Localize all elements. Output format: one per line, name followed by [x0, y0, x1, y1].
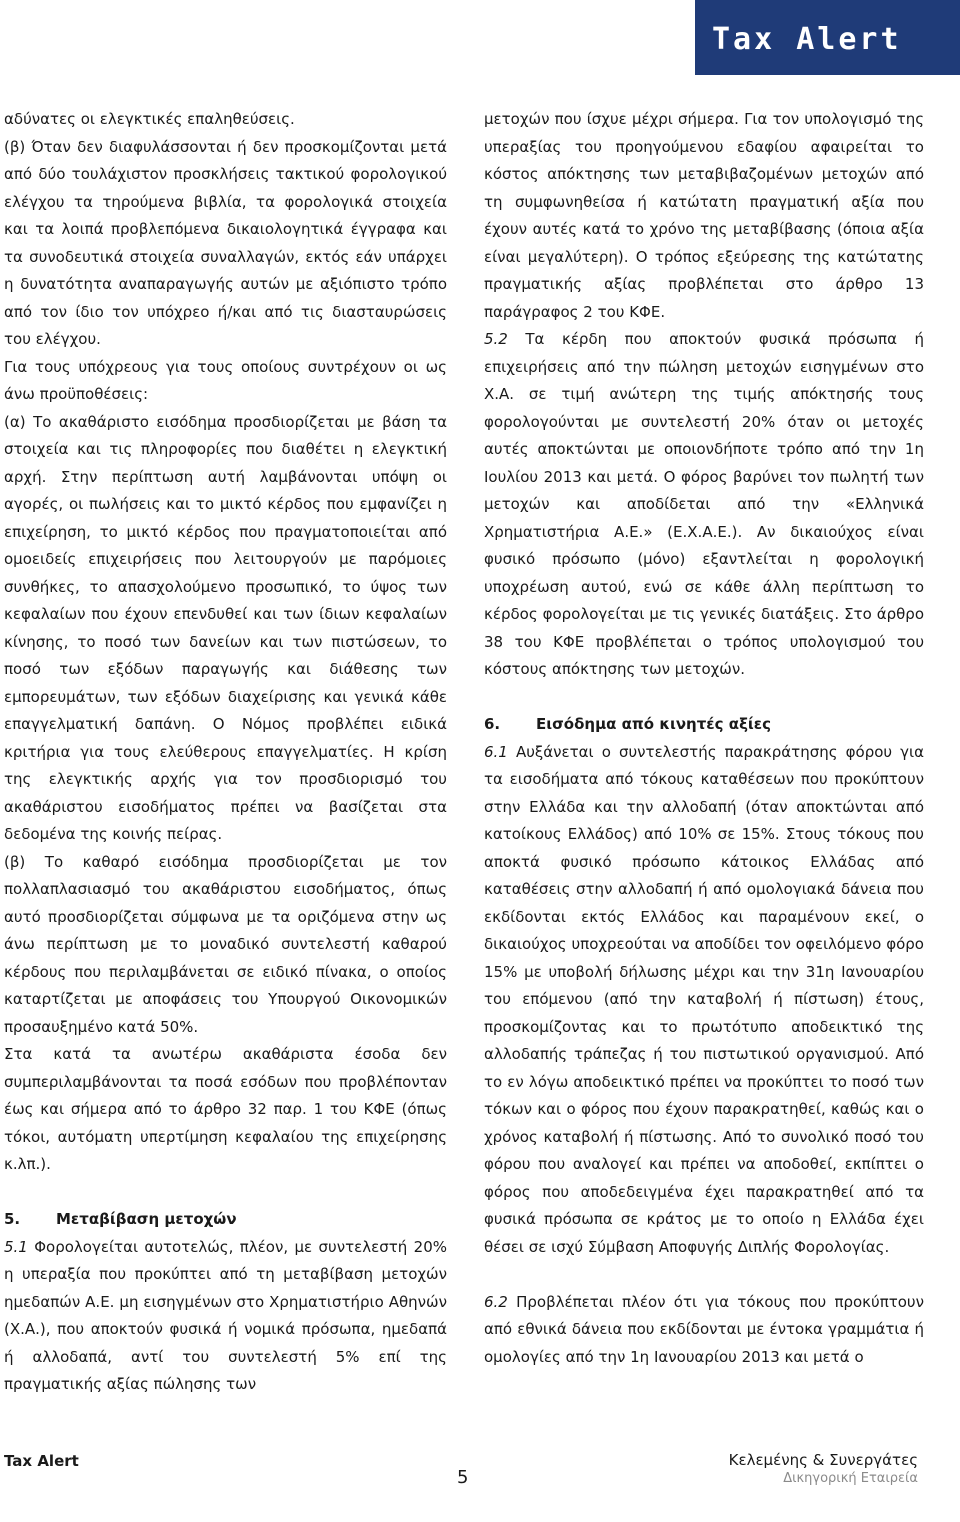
subsection-number: 5.1 [4, 1237, 28, 1256]
paragraph [4, 1234, 447, 1399]
paragraph: Για τους υπόχρεους για τους οποίους συντρέχουν οι ως άνω προϋποθέσεις: [4, 357, 447, 403]
paragraph: μετοχών που ίσχυε μέχρι σήμερα. Για τον υπολογισμό της υπεραξίας του προηγούμενου εδαφίου αφαιρείται το κόστος απόκτησης των μεταβιβαζομένων μετοχών από τη συμφωνηθείσα ή κατώτατη πραγματική αξία που έχουν αυτές κατά το χρόνο της μεταβίβασης (όποια αξία είναι μεγαλύτερη). Ο τρόπος εξεύρεσης της κατώτατης πραγματικής αξίας προβλέπεται στο άρθρο 13 παράγραφος 2 του ΚΦΕ. [484, 110, 924, 321]
subsection-text: Προβλέπεται πλέον ότι για τόκους που προκύπτουν από εθνικά δάνεια που εκδίδονται με έντοκα γραμμάτια ή ομολογίες από την 1η Ιανουαρίου 2013 και μετά ο [484, 1292, 924, 1366]
paragraph: (α) Το ακαθάριστο εισόδημα προσδιορίζεται με βάση τα στοιχεία και τις πληροφορίες που διαθέτει η ελεγκτική αρχή. Στην περίπτωση αυτή λαμβάνονται υπόψη οι αγορές, οι πωλήσεις και το μικτό κέρδος που εμφανίζει η επιχείρηση, το μικτό κέρδος που πραγματοποιείται από ομοειδείς επιχειρήσεις που λειτουργούν με παρόμοιες συνθήκες, το απασχολούμενο προσωπικό, το ύψος των κεφαλαίων που έχουν επενδυθεί και των ίδιων κεφαλαίων κίνησης, το ποσό των δανείων και των πιστώσεων, το ποσό των εξόδων παραγωγής και διάθεσης των εμπορευμάτων, των εξόδων διαχείρισης και γενικά κάθε επαγγελματική δαπάνη. Ο Νόμος προβλέπει ειδικά κριτήρια για τους ελεύθερους επαγγελματίες. Η κρίση της ελεγκτικής αρχής για τον προσδιορισμό του ακαθάριστου εισοδήματος πρέπει να βασίζεται στα δεδομένα της κοινής πείρας. [4, 412, 447, 843]
firm-type: Δικηγορική Εταιρεία [783, 1471, 918, 1486]
page-number: 5 [457, 1467, 469, 1488]
section-title: Μεταβίβαση μετοχών [56, 1210, 237, 1228]
section-number: 5. [4, 1210, 21, 1228]
subsection-text: Τα κέρδη που αποκτούν φυσικά πρόσωπα ή επιχειρήσεις από την πώληση μετοχών εισηγμένων στο Χ.Α. σε τιμή ανώτερη της τιμής απόκτησής τους φορολογούνται με συντελεστή 20% όταν οι μετοχές αυτές αποκτώνται με οποιονδήποτε τρόπο από την 1η Ιουλίου 2013 και μετά. Ο φόρος βαρύνει τον πωλητή των μετοχών και αποδίδεται από την «Ελληνικά Χρηματιστήρια Α.Ε.» (Ε.Χ.Α.Ε.). Αν δικαιούχος είναι φυσικό πρόσωπο (μόνο) εξαντλείται η φορολογική υποχρέωση αυτού, ενώ σε κάθε άλλη περίπτωση το κέρδος φορολογείται με τις γενικές διατάξεις. Στο άρθρο 38 του ΚΦΕ προβλέπεται ο τρόπος υπολογισμού του κόστους απόκτησης των μετοχών. [484, 330, 924, 678]
section-heading [4, 1206, 447, 1234]
header-title: Tax Alert [712, 22, 902, 57]
paragraph [484, 326, 924, 684]
subsection-number: 5.2 [484, 330, 508, 348]
paragraph: Στα κατά τα ανωτέρω ακαθάριστα έσοδα δεν συμπεριλαμβάνονται τα ποσά εσόδων που προβλέπονταν έως και σήμερα από το άρθρο 32 παρ. 1 του ΚΦΕ (όπως τόκοι, αυτόματη υπερτίμηση κεφαλαίου της επιχείρησης κ.λπ.). [4, 1045, 447, 1173]
footer-label: Tax Alert [4, 1452, 79, 1470]
section-number: 6. [484, 715, 501, 733]
section-heading [484, 711, 924, 739]
subsection-text: Φορολογείται αυτοτελώς, πλέον, με συντελεστή 20% η υπεραξία που προκύπτει από τη μεταβίβαση μετοχών ημεδαπών Α.Ε. μη εισηγμένων στο Χρηματιστήριο Αθηνών (Χ.Α.), που αποκτούν φυσικά ή νομικά πρόσωπα, ημεδαπά ή αλλοδαπά, αντί του συντελεστή 5% επί της πραγματικής αξίας πώλησης των [4, 1237, 447, 1393]
firm-name: Κελεμένης & Συνεργάτες [728, 1451, 918, 1469]
subsection-number: 6.1 [484, 742, 508, 761]
subsection-number: 6.2 [484, 1292, 508, 1311]
footer-firm [729, 1450, 918, 1488]
left-column [4, 106, 447, 1399]
paragraph [484, 739, 924, 1262]
right-column [484, 106, 924, 1371]
paragraph [484, 1289, 924, 1372]
paragraph: (β) Όταν δεν διαφυλάσσονται ή δεν προσκομίζονται μετά από δύο τουλάχιστον προσκλήσεις τακτικού φορολογικού ελέγχου τα τηρούμενα βιβλία, τα φορολογικά στοιχεία και τα λοιπά προβλεπόμενα δικαιολογητικά έγγραφα και τα συνοδευτικά στοιχεία συναλλαγών, εκτός εάν υπάρχει η δυνατότητα αναπαραγωγής αυτών με αξιόπιστο τρόπο από τον ίδιο τον υπόχρεο ή/και από τις διασταυρώσεις του ελέγχου. [4, 137, 447, 348]
subsection-text: Αυξάνεται ο συντελεστής παρακράτησης φόρου για τα εισοδήματα από τόκους καταθέσεων που προκύπτουν στην Ελλάδα και την αλλοδαπή (όταν αποκτώνται από κατοίκους Ελλάδος) από 10% σε 15%. Στους τόκους που αποκτά φυσικό πρόσωπο κάτοικος Ελλάδας από καταθέσεις στην αλλοδαπή ή από ομολογιακά δάνεια που εκδίδονται εκτός Ελλάδος και παραμένουν εκεί, ο δικαιούχος υποχρεούται να αποδίδει τον οφειλόμενο φόρο 15% με υποβολή δήλωσης μέχρι και την 31η Ιανουαρίου του επόμενου (από την καταβολή ή πίστωση) έτους, προσκομίζοντας και το πρωτότυπο αποδεικτικό της αλλοδαπής τράπεζας ή του πιστωτικού οργανισμού. Από το εν λόγω αποδεικτικό πρέπει να προκύπτει το ποσό των τόκων και ο φόρος που έχουν παρακρατηθεί, καθώς και ο χρόνος καταβολή ή πίστωσης. Από το συνολικό ποσό του φόρου που αναλογεί και πρέπει να αποδοθεί, εκπίπτει ο φόρος που αποδεδειγμένα έχει παρακρατηθεί από τα φυσικά πρόσωπα σε κράτος με το οποίο η Ελλάδα έχει θέσει σε ισχύ Σύμβαση Αποφυγής Διπλής Φορολογίας. [484, 742, 924, 1256]
section-title: Εισόδημα από κινητές αξίες [536, 715, 772, 733]
paragraph: αδύνατες οι ελεγκτικές επαληθεύσεις. [4, 110, 295, 128]
paragraph: (β) Το καθαρό εισόδημα προσδιορίζεται με τον πολλαπλασιασμό του ακαθάριστου εισοδήματος, όπως αυτό προσδιορίζεται σύμφωνα με τα οριζόμενα στην ως άνω περίπτωση με το μοναδικό συντελεστή καθαρού κέρδους που περιλαμβάνεται σε ειδικό πίνακα, ο οποίος καταρτίζεται με αποφάσεις του Υπουργού Οικονομικών προσαυξημένο κατά 50%. [4, 852, 447, 1036]
